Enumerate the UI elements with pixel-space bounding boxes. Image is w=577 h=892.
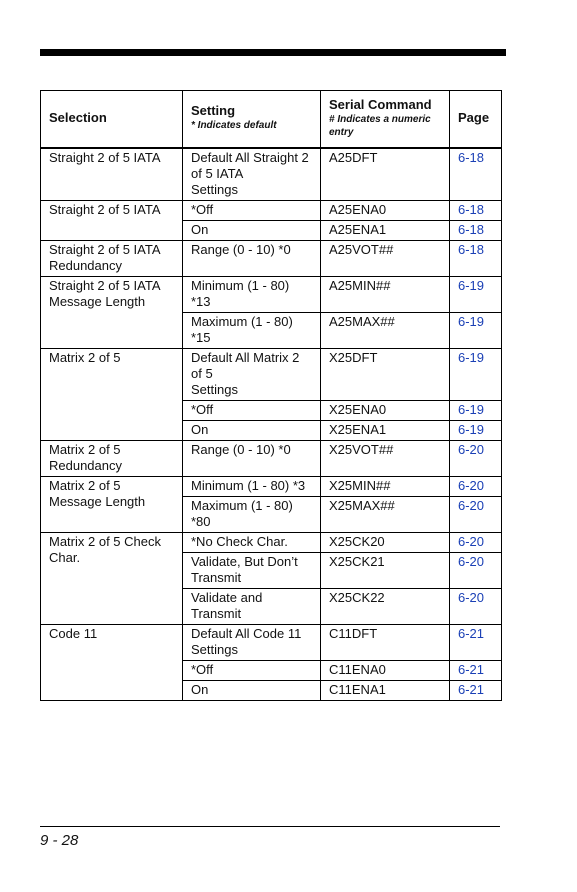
- selection-cell-line: Redundancy: [49, 457, 122, 473]
- setting-cell-line: On: [191, 421, 209, 437]
- page-link[interactable]: 6-20: [450, 588, 502, 624]
- setting-cell: [183, 312, 321, 348]
- setting-cell-line: of 5: [191, 365, 213, 381]
- setting-cell-line: *15: [191, 329, 211, 345]
- serial-command-cell: X25CK21: [321, 552, 450, 588]
- serial-command-cell: X25VOT##: [321, 440, 450, 476]
- header-page: Page: [450, 91, 502, 148]
- selection-cell-line: Matrix 2 of 5 Check: [49, 533, 161, 549]
- header-serial-note-line1: # Indicates a numeric: [329, 113, 431, 125]
- selection-cell-line: Message Length: [49, 293, 146, 309]
- setting-cell-line: Settings: [191, 381, 238, 397]
- table-row: [41, 240, 502, 276]
- setting-cell-line: Minimum (1 - 80): [191, 277, 290, 293]
- page-link[interactable]: 6-20: [450, 552, 502, 588]
- selection-cell: [41, 240, 183, 276]
- page-link[interactable]: 6-21: [450, 680, 502, 700]
- page-link[interactable]: 6-19: [450, 420, 502, 440]
- selection-cell: [41, 148, 183, 201]
- serial-command-cell: X25ENA1: [321, 420, 450, 440]
- page-link[interactable]: 6-20: [450, 496, 502, 532]
- selection-cell-line: Char.: [49, 549, 81, 565]
- serial-command-cell: C11ENA0: [321, 660, 450, 680]
- setting-cell: [183, 496, 321, 532]
- header-serial-note-line2: entry: [329, 126, 354, 138]
- selection-cell: [41, 348, 183, 440]
- page-link[interactable]: 6-18: [450, 200, 502, 220]
- selection-cell-line: Straight 2 of 5 IATA: [49, 241, 161, 257]
- setting-cell: [183, 420, 321, 440]
- setting-cell-line: Range (0 - 10) *0: [191, 441, 291, 457]
- top-rule: [40, 49, 506, 56]
- setting-cell: [183, 660, 321, 680]
- setting-cell: [183, 148, 321, 201]
- header-serial-command: [321, 91, 450, 148]
- header-setting-label: Setting: [191, 103, 236, 119]
- page-link[interactable]: 6-21: [450, 660, 502, 680]
- setting-cell-line: *Off: [191, 661, 214, 677]
- selection-cell-line: Message Length: [49, 493, 146, 509]
- page-link[interactable]: 6-20: [450, 476, 502, 496]
- serial-command-cell: X25ENA0: [321, 400, 450, 420]
- setting-cell: [183, 348, 321, 400]
- serial-command-cell: X25MIN##: [321, 476, 450, 496]
- page-link[interactable]: 6-20: [450, 532, 502, 552]
- setting-cell-line: Settings: [191, 641, 238, 657]
- selection-cell: [41, 532, 183, 624]
- serial-command-cell: A25ENA0: [321, 200, 450, 220]
- setting-cell-line: On: [191, 681, 209, 697]
- setting-cell-line: Maximum (1 - 80): [191, 497, 293, 513]
- setting-cell: [183, 532, 321, 552]
- setting-cell-line: Validate, But Don’t: [191, 553, 298, 569]
- page-link[interactable]: 6-18: [450, 240, 502, 276]
- page-link[interactable]: 6-20: [450, 440, 502, 476]
- setting-cell: [183, 680, 321, 700]
- header-serial-command-label: Serial Command: [329, 96, 432, 112]
- serial-command-cell: A25ENA1: [321, 220, 450, 240]
- setting-cell: [183, 200, 321, 220]
- setting-cell-line: Transmit: [191, 605, 242, 621]
- page-link[interactable]: 6-21: [450, 624, 502, 660]
- selection-cell: [41, 200, 183, 240]
- header-setting-note: * Indicates default: [191, 120, 277, 132]
- setting-cell-line: *Off: [191, 401, 214, 417]
- setting-cell-line: Settings: [191, 181, 238, 197]
- selection-cell-line: Straight 2 of 5 IATA: [49, 149, 161, 165]
- setting-cell: [183, 240, 321, 276]
- setting-cell: [183, 476, 321, 496]
- setting-cell-line: *No Check Char.: [191, 533, 288, 549]
- selection-cell-line: Matrix 2 of 5: [49, 349, 121, 365]
- setting-cell: [183, 440, 321, 476]
- serial-command-cell: A25MIN##: [321, 276, 450, 312]
- serial-command-cell: A25VOT##: [321, 240, 450, 276]
- serial-command-cell: A25MAX##: [321, 312, 450, 348]
- table-row: [41, 476, 502, 496]
- serial-command-cell: X25DFT: [321, 348, 450, 400]
- page-link[interactable]: 6-19: [450, 348, 502, 400]
- page-link[interactable]: 6-18: [450, 148, 502, 201]
- setting-cell: [183, 588, 321, 624]
- table-header-row: [41, 91, 502, 148]
- selection-cell-line: Code 11: [49, 625, 98, 641]
- selection-cell: [41, 440, 183, 476]
- setting-cell-line: *13: [191, 293, 211, 309]
- page-number: 9 - 28: [40, 832, 79, 849]
- serial-command-cell: X25CK20: [321, 532, 450, 552]
- setting-cell-line: Validate and: [191, 589, 263, 605]
- setting-cell-line: Maximum (1 - 80): [191, 313, 293, 329]
- selection-cell: [41, 624, 183, 700]
- page-link[interactable]: 6-19: [450, 276, 502, 312]
- setting-cell-line: Range (0 - 10) *0: [191, 241, 291, 257]
- setting-cell-line: Default All Code 11: [191, 625, 302, 641]
- setting-cell-line: Minimum (1 - 80) *3: [191, 477, 306, 493]
- header-selection: Selection: [41, 91, 183, 148]
- selection-cell: [41, 476, 183, 532]
- selection-cell-line: Straight 2 of 5 IATA: [49, 277, 161, 293]
- selection-cell-line: Matrix 2 of 5: [49, 477, 121, 493]
- page-link[interactable]: 6-18: [450, 220, 502, 240]
- serial-command-cell: A25DFT: [321, 148, 450, 201]
- serial-command-cell: C11ENA1: [321, 680, 450, 700]
- table-row: [41, 276, 502, 312]
- bottom-rule: [40, 826, 500, 827]
- page-link[interactable]: 6-19: [450, 400, 502, 420]
- table-row: [41, 440, 502, 476]
- header-setting: [183, 91, 321, 148]
- selection-cell-line: Matrix 2 of 5: [49, 441, 121, 457]
- serial-command-cell: C11DFT: [321, 624, 450, 660]
- setting-cell-line: *80: [191, 513, 211, 529]
- table-row: [41, 200, 502, 220]
- selection-cell: [41, 276, 183, 348]
- table-row: [41, 348, 502, 400]
- serial-command-cell: X25CK22: [321, 588, 450, 624]
- selection-cell-line: Straight 2 of 5 IATA: [49, 201, 161, 217]
- setting-cell-line: *Off: [191, 201, 214, 217]
- setting-cell-line: On: [191, 221, 209, 237]
- setting-cell: [183, 220, 321, 240]
- table-row: [41, 148, 502, 201]
- setting-cell: [183, 552, 321, 588]
- setting-cell-line: Transmit: [191, 569, 242, 585]
- table-row: [41, 624, 502, 660]
- table-row: [41, 532, 502, 552]
- setting-cell-line: of 5 IATA: [191, 165, 244, 181]
- setting-cell-line: Default All Straight 2: [191, 149, 309, 165]
- serial-command-cell: X25MAX##: [321, 496, 450, 532]
- setting-cell: [183, 624, 321, 660]
- setting-cell: [183, 400, 321, 420]
- setting-cell: [183, 276, 321, 312]
- selection-cell-line: Redundancy: [49, 257, 122, 273]
- page-link[interactable]: 6-19: [450, 312, 502, 348]
- setting-cell-line: Default All Matrix 2: [191, 349, 300, 365]
- settings-table: [40, 90, 502, 701]
